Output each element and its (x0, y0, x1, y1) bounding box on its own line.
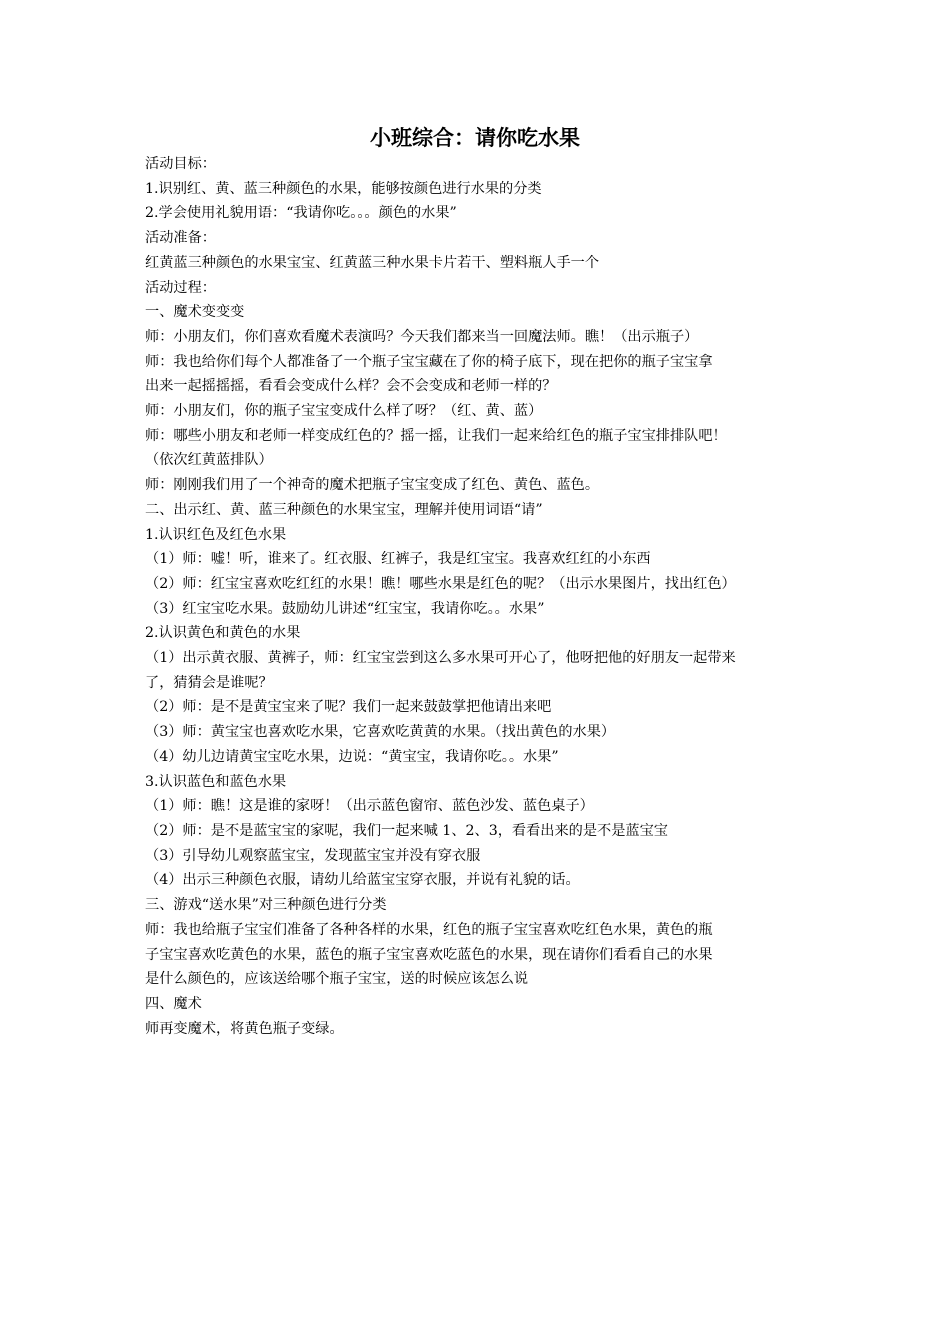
text-line: 3.认识蓝色和蓝色水果 (145, 773, 287, 790)
text-line: 三、游戏“送水果”对三种颜色进行分类 (145, 897, 387, 914)
text-line: 师：刚刚我们用了一个神奇的魔术把瓶子宝宝变成了红色、黄色、蓝色。 (145, 477, 600, 494)
text-line: （2）师：是不是黄宝宝来了呢？我们一起来鼓鼓掌把他请出来吧 (145, 699, 552, 716)
text-line: 了，猜猜会是谁呢？ (145, 674, 273, 691)
text-line: （1）出示黄衣服、黄裤子，师：红宝宝尝到这么多水果可开心了，他呀把他的好朋友一起带来 (145, 650, 736, 667)
text-line: （4）幼儿边请黄宝宝吃水果，边说：“黄宝宝，我请你吃。。水果” (145, 748, 559, 765)
text-line: （3）红宝宝吃水果。鼓励幼儿讲述“红宝宝，我请你吃。。水果” (145, 600, 545, 617)
text-line: （1）师：瞧！这是谁的家呀！（出示蓝色窗帘、蓝色沙发、蓝色桌子） (145, 798, 594, 815)
document-title: 小班综合：请你吃水果 (370, 126, 580, 150)
text-line: （3）引导幼儿观察蓝宝宝，发现蓝宝宝并没有穿衣服 (145, 847, 481, 864)
text-line: 师：我也给你们每个人都准备了一个瓶子宝宝藏在了你的椅子底下，现在把你的瓶子宝宝拿 (145, 353, 713, 370)
text-line: （4）出示三种颜色衣服，请幼儿给蓝宝宝穿衣服，并说有礼貌的话。 (145, 872, 580, 889)
text-line: 红黄蓝三种颜色的水果宝宝、红黄蓝三种水果卡片若干、塑料瓶人手一个 (145, 254, 600, 271)
text-line: （2）师：红宝宝喜欢吃红红的水果！瞧！哪些水果是红色的呢？（出示水果图片，找出红色） (145, 575, 736, 592)
text-line: 二、出示红、黄、蓝三种颜色的水果宝宝，理解并使用词语“请” (145, 501, 543, 518)
text-line: 子宝宝喜欢吃黄色的水果，蓝色的瓶子宝宝喜欢吃蓝色的水果，现在请你们看看自己的水果 (145, 946, 713, 963)
text-line: 1.认识红色及红色水果 (145, 526, 287, 543)
text-line: 出来一起摇摇摇，看看会变成什么样？会不会变成和老师一样的？ (145, 378, 557, 395)
text-line: 师：小朋友们，你们喜欢看魔术表演吗？今天我们都来当一回魔法师。瞧！（出示瓶子） (145, 328, 699, 345)
text-line: 是什么颜色的，应该送给哪个瓶子宝宝，送的时候应该怎么说 (145, 971, 529, 988)
text-line: 活动准备： (145, 230, 216, 247)
text-line: （依次红黄蓝排队） (145, 452, 273, 469)
text-line: 四、魔术 (145, 995, 202, 1012)
text-line: 活动目标： (145, 156, 216, 172)
text-line: 2.学会使用礼貌用语：“我请你吃。。。颜色的水果” (145, 205, 457, 222)
text-line: 师：哪些小朋友和老师一样变成红色的？摇一摇，让我们一起来给红色的瓶子宝宝排排队吧！ (145, 427, 727, 444)
document-body (145, 152, 817, 1041)
text-line: 一、魔术变变变 (145, 304, 245, 321)
text-line: 师再变魔术，将黄色瓶子变绿。 (145, 1020, 344, 1037)
text-line: 师：小朋友们，你的瓶子宝宝变成什么样了呀？（红、黄、蓝） (145, 403, 543, 420)
text-line: 1.识别红、黄、蓝三种颜色的水果，能够按颜色进行水果的分类 (145, 180, 542, 197)
text-line: （2）师：是不是蓝宝宝的家呢，我们一起来喊 1、2、3，看看出来的是不是蓝宝宝 (145, 822, 668, 839)
text-line: 2.认识黄色和黄色的水果 (145, 625, 301, 642)
text-line: 师：我也给瓶子宝宝们准备了各种各样的水果，红色的瓶子宝宝喜欢吃红色水果，黄色的瓶 (145, 921, 713, 938)
text-line: （1）师：嘘！听，谁来了。红衣服、红裤子，我是红宝宝。我喜欢红红的小东西 (145, 551, 651, 568)
text-line: （3）师：黄宝宝也喜欢吃水果，它喜欢吃黄黄的水果。（找出黄色的水果） (145, 724, 616, 741)
text-line: 活动过程： (145, 279, 216, 296)
